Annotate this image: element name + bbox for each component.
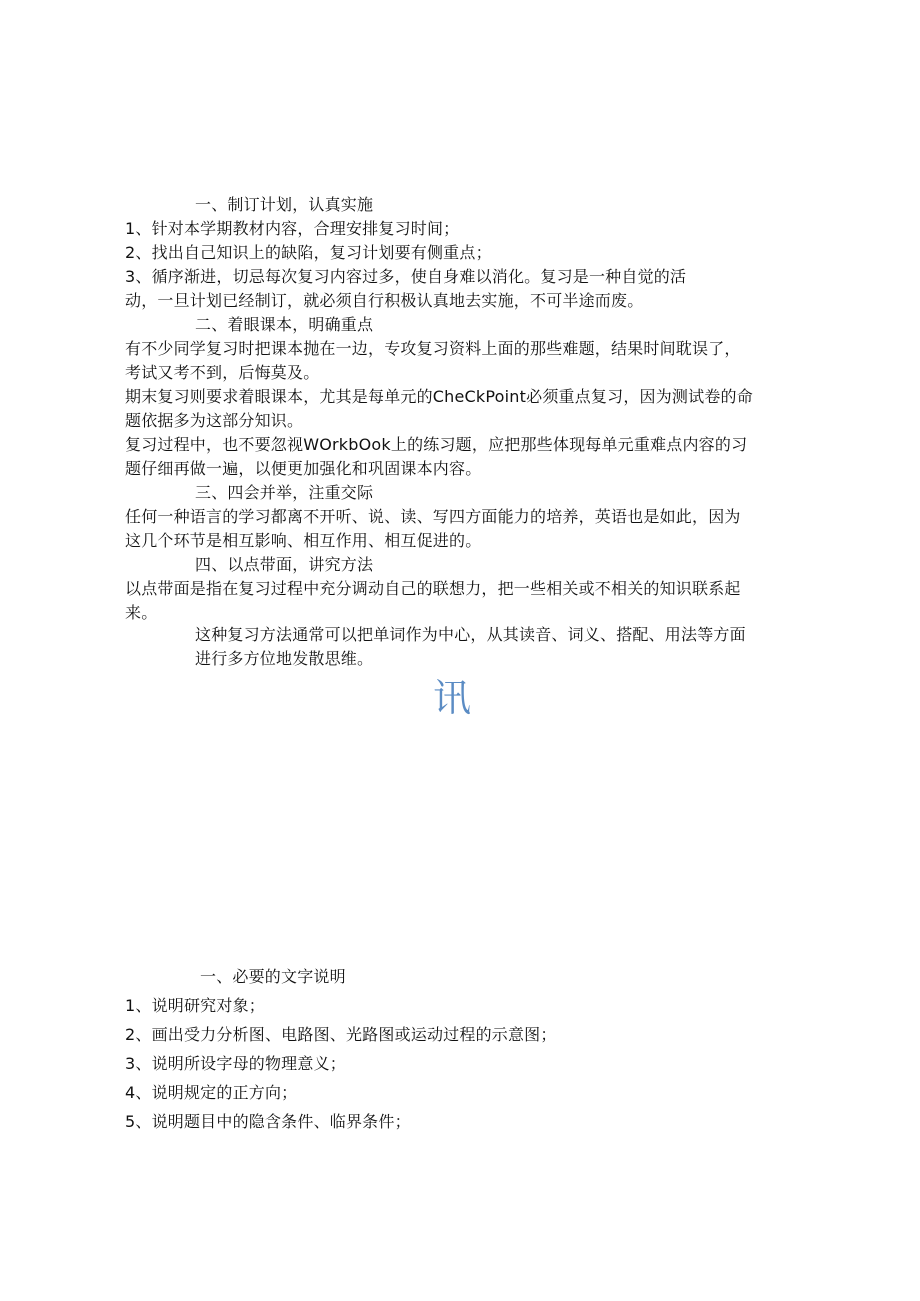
paragraph-line: 复习过程中，也不要忽视WOrkbOok上的练习题，应把那些体现每单元重难点内容的习 bbox=[125, 435, 748, 454]
paragraph-line: 任何一种语言的学习都离不开听、说、读、写四方面能力的培养，英语也是如此，因为 bbox=[125, 507, 741, 526]
heading-plan: 一、制订计划，认真实施 bbox=[195, 195, 374, 214]
paragraph-line: 考试又考不到，后悔莫及。 bbox=[125, 363, 320, 382]
list-item: 2、找出自己知识上的缺陷，复习计划要有侧重点； bbox=[125, 243, 492, 262]
paragraph-line: 进行多方位地发散思维。 bbox=[195, 649, 374, 668]
list-item: 2、画出受力分析图、电路图、光路图或运动过程的示意图； bbox=[125, 1025, 557, 1044]
paragraph-line: 来。 bbox=[125, 603, 158, 622]
paragraph-line: 这几个环节是相互影响、相互作用、相互促进的。 bbox=[125, 531, 482, 550]
paragraph-line: 以点带面是指在复习过程中充分调动自己的联想力，把一些相关或不相关的知识联系起 bbox=[125, 579, 741, 598]
paragraph-line: 题依据多为这部分知识。 bbox=[125, 411, 304, 430]
list-item: 3、说明所设字母的物理意义； bbox=[125, 1054, 346, 1073]
heading-explanation: 一、必要的文字说明 bbox=[200, 967, 346, 986]
paragraph-line: 这种复习方法通常可以把单词作为中心，从其读音、词义、搭配、用法等方面 bbox=[195, 625, 746, 644]
list-item-continued: 动，一旦计划已经制订，就必须自行积极认真地去实施，不可半途而废。 bbox=[125, 291, 644, 310]
heading-method: 四、以点带面，讲究方法 bbox=[195, 555, 374, 574]
heading-textbook: 二、着眼课本，明确重点 bbox=[195, 315, 374, 334]
paragraph-line: 期末复习则要求着眼课本，尤其是每单元的CheCkPoint必须重点复习，因为测试卷的命 bbox=[125, 387, 753, 406]
list-item: 1、说明研究对象； bbox=[125, 996, 265, 1015]
list-item: 4、说明规定的正方向； bbox=[125, 1083, 298, 1102]
list-item: 1、针对本学期教材内容，合理安排复习时间； bbox=[125, 219, 460, 238]
list-item: 3、循序渐进，切忌每次复习内容过多，使自身难以消化。复习是一种自觉的活 bbox=[125, 267, 687, 286]
decorative-character: 讯 bbox=[433, 676, 472, 720]
paragraph-line: 题仔细再做一遍，以便更加强化和巩固课本内容。 bbox=[125, 459, 482, 478]
heading-skills: 三、四会并举，注重交际 bbox=[195, 483, 374, 502]
paragraph-line: 有不少同学复习时把课本抛在一边，专攻复习资料上面的那些难题，结果时间耽误了， bbox=[125, 339, 741, 358]
list-item: 5、说明题目中的隐含条件、临界条件； bbox=[125, 1112, 411, 1131]
